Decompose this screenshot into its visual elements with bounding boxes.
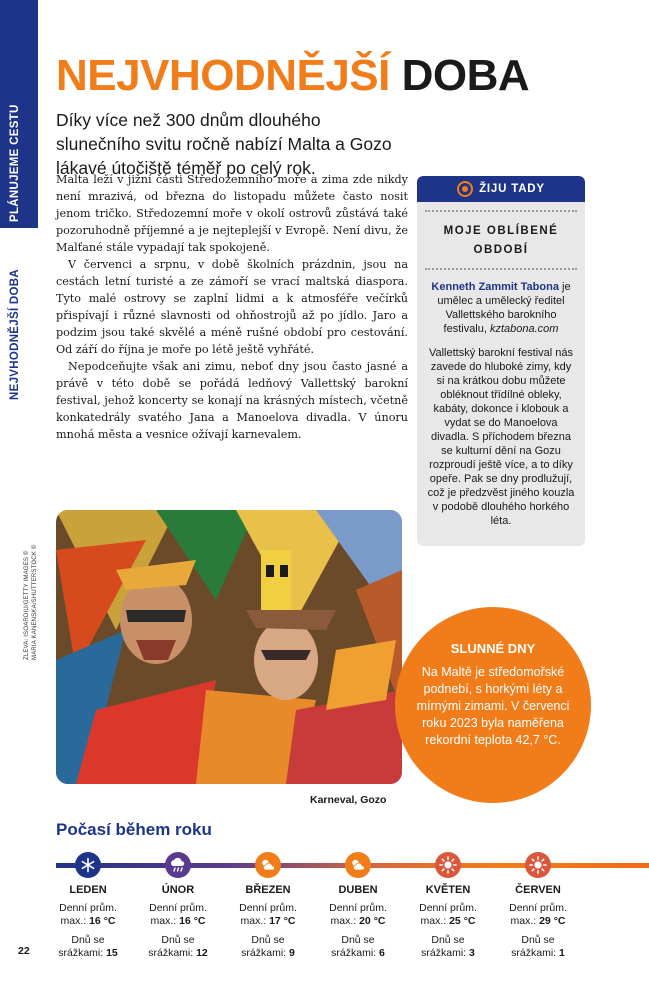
weather-month-name: KVĚTEN — [425, 884, 471, 896]
sunny-days-text: Na Maltě je středomořské podnebí, s horkými léty a mírnými zimami. V červenci roku 2023 byla naměřena rekordní teplota 42,7 °C. — [416, 665, 570, 747]
weather-month-rain-days: Dnů se srážkami: 6 — [331, 934, 385, 959]
local-tip-header-label: ŽIJU TADY — [479, 183, 545, 195]
sun-icon — [525, 852, 551, 878]
weather-month-rain-days: Dnů se srážkami: 3 — [421, 934, 475, 959]
local-name: Kenneth Zammit Tabona — [431, 281, 559, 293]
sun-cloud-icon — [255, 852, 281, 878]
photo-caption: Karneval, Gozo — [310, 794, 387, 806]
body-paragraph-3: Nepodceňujte však ani zimu, neboť dny jsou často jasné a právě v této době se pořádá ledňový Vallettský barokní festival, jehož koncerty se konají na krásných místech, včetně konkatedrály svatého Jana a Manoelova divadla. V únoru mnohá města a vesnice ožívají karnevalem. — [56, 360, 408, 441]
weather-month-1 — [138, 852, 218, 960]
local-tip-box — [417, 176, 585, 546]
local-tip-quote: Vallettský barokní festival nás zavede do hluboké zimy, kdy si na krátkou dobu můžete obléknout třídílné obleky, kabáty, dokonce i klobouk a vydat se do Manoelova divadla. S příchodem března se kulturní dění na Gozu rozproudí ještě více, a to díky opeře. Pak se dny prodlužují, což je předzvěst jiného kouzla v podobě dlouhého horkého léta. — [427, 347, 575, 527]
weather-month-0 — [48, 852, 128, 960]
weather-month-5 — [498, 852, 578, 960]
weather-month-name: ÚNOR — [161, 884, 195, 896]
title-orange-part: NEJVHODNĚJŠÍ — [56, 51, 390, 100]
weather-month-4 — [408, 852, 488, 960]
weather-month-temperature: Denní prům. max.: 16 °C — [59, 902, 117, 927]
side-tab-label: PLÁNUJEME CESTU — [9, 104, 21, 222]
carnival-photo — [56, 510, 402, 784]
weather-month-name: DUBEN — [338, 884, 378, 896]
weather-month-temperature: Denní prům. max.: 17 °C — [239, 902, 297, 927]
local-tip-text — [417, 270, 585, 528]
weather-month-rain-days: Dnů se srážkami: 1 — [511, 934, 565, 959]
rain-cloud-icon — [165, 852, 191, 878]
weather-month-temperature: Denní prům. max.: 20 °C — [329, 902, 387, 927]
title-dark-part: DOBA — [401, 51, 530, 100]
weather-month-2 — [228, 852, 308, 960]
local-intro: je umělec a umělecký ředitel Vallettského barokního festivalu, — [437, 281, 571, 335]
body-paragraph-1: Malta leží v jižní části Středozemního moře a zima zde nikdy není mrazivá, od března do listopadu můžete často nosit jenom tričko. Středozemní moře v okolí ostrovů zůstává také pozoruhodně příjemné a je nejteplejší v Evropě. Není divu, že Malťané stále vypadají tak spokojeně. — [56, 173, 408, 254]
local-tip-intro — [427, 280, 575, 336]
weather-month-temperature: Denní prům. max.: 29 °C — [509, 902, 567, 927]
page-number: 22 — [18, 945, 30, 957]
local-tip-header — [417, 176, 585, 202]
sun-cloud-icon — [345, 852, 371, 878]
page-title — [56, 51, 530, 100]
dotted-divider — [425, 202, 577, 212]
weather-month-temperature: Denní prům. max.: 25 °C — [419, 902, 477, 927]
weather-month-rain-days: Dnů se srážkami: 15 — [58, 934, 118, 959]
sunny-days-callout — [395, 607, 591, 803]
sun-icon — [435, 852, 461, 878]
weather-month-3 — [318, 852, 398, 960]
photo-credit-line-1: ZLEVA: ISOARDIU/GETTY IMAGES © — [24, 550, 30, 660]
snowflake-icon — [75, 852, 101, 878]
section-label: NEJVHODNĚJŠÍ DOBA — [9, 269, 21, 400]
weather-month-name: BŘEZEN — [245, 884, 291, 896]
body-paragraph-2: V červenci a srpnu, v době školních prázdnin, jsou na cestách letní turisté a ze zámoří se vrací maltská diaspora. Tyto malé ostrovy se zaplní lidmi a k atmosféře večírků přispívají i různé slavnosti od ohňostrojů až po jídlo. Jaro a podzim jsou také skvělé a méně rušné období pro cestování. Od září do října je moře po létě ještě vyhřáté. — [56, 258, 408, 356]
photo-credit-line-2: MARIA KANENSKA/SHUTTERSTOCK © — [32, 544, 38, 660]
local-tip-title-line-1: MOJE OBLÍBENÉ — [443, 225, 559, 237]
local-url: kztabona.com — [489, 323, 559, 335]
weather-month-name: LEDEN — [69, 884, 107, 896]
weather-month-rain-days: Dnů se srážkami: 12 — [148, 934, 208, 959]
photo-credit — [24, 544, 38, 661]
weather-title: Počasí během roku — [56, 820, 212, 839]
weather-month-rain-days: Dnů se srážkami: 9 — [241, 934, 295, 959]
sunny-days-title: SLUNNÉ DNY — [450, 641, 536, 656]
dotted-divider — [425, 260, 577, 270]
local-tip-title-line-2: OBDOBÍ — [473, 244, 529, 256]
weather-month-name: ČERVEN — [515, 884, 561, 896]
local-tip-title — [417, 222, 585, 260]
lead-paragraph: Díky více než 300 dnům dlouhého slunečního svitu ročně nabízí Malta a Gozo lákavé útočiště téměř po celý rok. — [56, 110, 392, 178]
weather-month-temperature: Denní prům. max.: 16 °C — [149, 902, 207, 927]
location-pin-icon — [457, 181, 473, 197]
article-body — [56, 171, 408, 443]
